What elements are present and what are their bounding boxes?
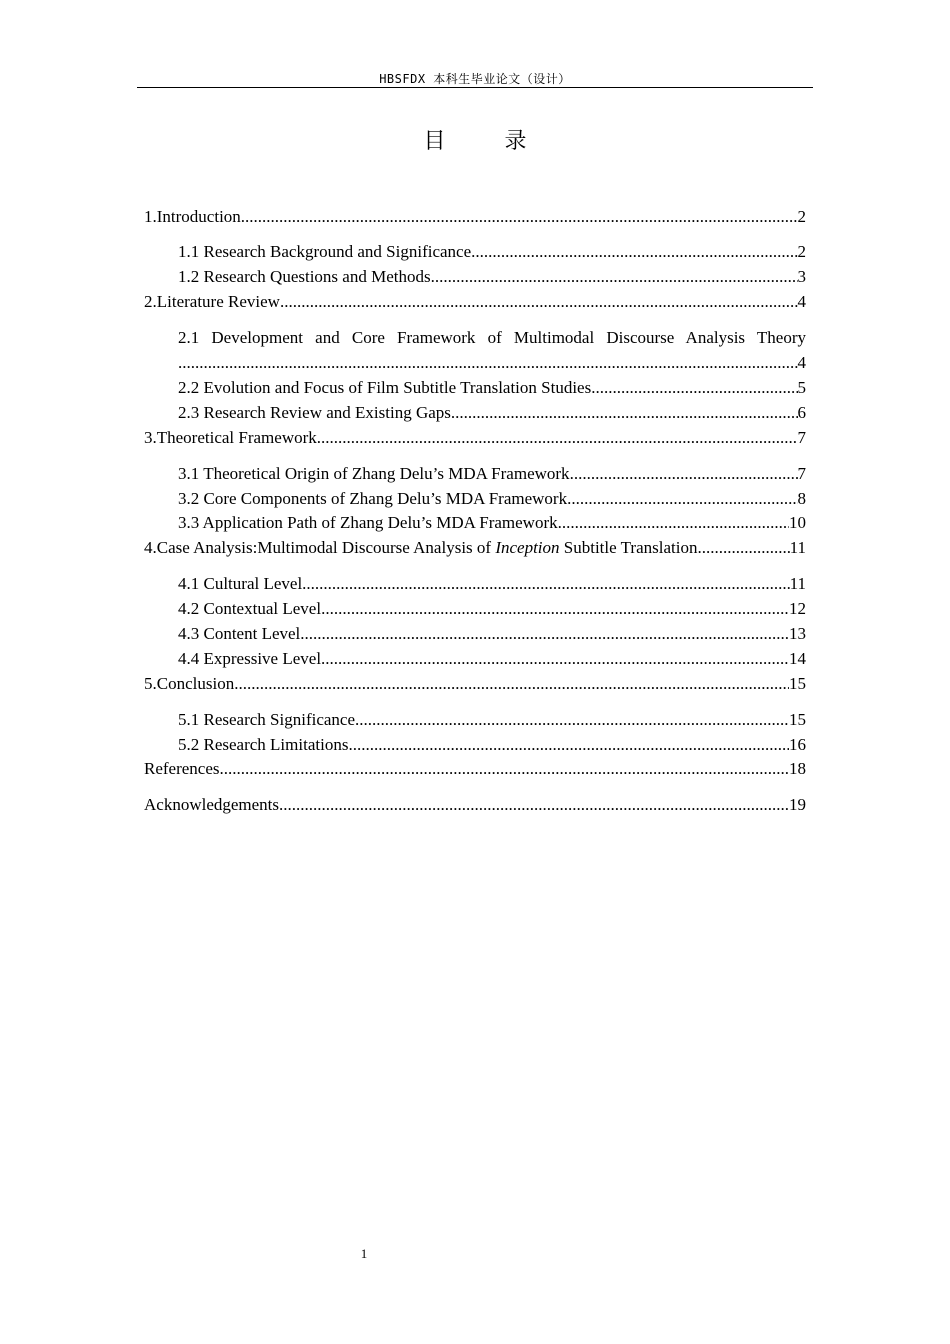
toc-leader-dots: [558, 512, 789, 534]
toc-leader-dots: [321, 598, 789, 620]
toc-entry-2-1-continuation[interactable]: [178, 352, 806, 374]
toc-entry-label: 2.1 Development and Core Framework of Multimodal Discourse Analysis Theory: [178, 328, 806, 347]
toc-leader-dots: [348, 734, 789, 756]
toc-entry-label: 4.3 Content Level: [178, 624, 301, 643]
toc-entry-introduction[interactable]: [144, 206, 806, 228]
toc-leader-dots: [300, 623, 789, 645]
toc-leader-dots: [355, 709, 789, 731]
toc-entry-label: 4.2 Contextual Level: [178, 599, 322, 618]
toc-entry-label: 3.3 Application Path of Zhang Delu’s MDA Framework: [178, 513, 558, 532]
toc-entry-page: 12: [789, 599, 806, 618]
toc-leader-dots: [279, 794, 789, 816]
running-header: HBSFDX 本科生毕业论文（设计）: [379, 72, 571, 86]
toc-leader-dots: [178, 352, 798, 374]
toc-entry-1-2[interactable]: [178, 266, 806, 288]
toc-entry-page: 13: [789, 624, 806, 643]
toc-leader-dots: [220, 758, 789, 780]
toc-entry-page: 7: [797, 464, 806, 483]
toc-entry-4-4[interactable]: [178, 648, 806, 670]
toc-entry-page: 10: [789, 513, 806, 532]
toc-entry-page: 2: [797, 207, 806, 226]
toc-entry-1-1[interactable]: [178, 241, 806, 263]
toc-entry-2-2[interactable]: [178, 377, 806, 399]
toc-entry-page: 6: [797, 403, 806, 422]
toc-entry-label: 5.Conclusion: [144, 674, 235, 693]
toc-entry-label-part: 4.Case Analysis:Multimodal Discourse Analysis of: [144, 538, 496, 557]
toc-entry-label: 3.1 Theoretical Origin of Zhang Delu’s MDA Framework: [178, 464, 570, 483]
toc-leader-dots: [567, 488, 797, 510]
toc-entry-label: 1.Introduction: [144, 207, 241, 226]
toc-leader-dots: [591, 377, 797, 399]
toc-entry-label: 1.1 Research Background and Significance: [178, 242, 472, 261]
toc-entry-page: 11: [789, 574, 806, 593]
toc-leader-dots: [234, 673, 789, 695]
toc-entry-label: 2.3 Research Review and Existing Gaps: [178, 403, 451, 422]
toc-entry-page: 11: [789, 538, 806, 557]
toc-entry-5-1[interactable]: [178, 709, 806, 731]
toc-entry-label: 3.2 Core Components of Zhang Delu’s MDA Framework: [178, 489, 568, 508]
toc-entry-3-1[interactable]: [178, 463, 806, 485]
toc-entry-literature-review[interactable]: [144, 291, 806, 313]
toc-entry-page: 3: [797, 267, 806, 286]
toc-entry-4-1[interactable]: [178, 573, 806, 595]
toc-entry-page: 5: [797, 378, 806, 397]
toc-title: 目 录: [423, 129, 553, 154]
toc-entry-page: 15: [789, 710, 806, 729]
toc-entry-conclusion[interactable]: [144, 673, 806, 695]
toc-leader-dots: [280, 291, 798, 313]
toc-entry-page: 4: [797, 292, 806, 311]
toc-entry-label: 3.Theoretical Framework: [144, 428, 317, 447]
toc-entry-references[interactable]: [144, 758, 806, 780]
toc-entry-page: 19: [789, 795, 806, 814]
toc-entry-page: 2: [797, 242, 806, 261]
toc-leader-dots: [241, 206, 798, 228]
toc-leader-dots: [697, 537, 789, 559]
toc-leader-dots: [317, 427, 798, 449]
toc-leader-dots: [321, 648, 789, 670]
toc-entry-label: [144, 537, 697, 559]
toc-entry-page: 16: [789, 735, 806, 754]
toc-entry-page: 4: [797, 353, 806, 372]
toc-entry-4-2[interactable]: [178, 598, 806, 620]
header-rule: [137, 87, 813, 88]
toc-leader-dots: [471, 241, 797, 263]
page-number: 1: [360, 1246, 368, 1261]
toc-entry-2-3[interactable]: [178, 402, 806, 424]
toc-entry-3-2[interactable]: [178, 488, 806, 510]
toc-entry-page: 7: [797, 428, 806, 447]
toc-entry-acknowledgements[interactable]: [144, 794, 806, 816]
toc-leader-dots: [431, 266, 798, 288]
toc-leader-dots: [451, 402, 798, 424]
toc-entry-2-1[interactable]: [178, 327, 806, 349]
toc-entry-page: 18: [789, 759, 806, 778]
toc-entry-theoretical-framework[interactable]: [144, 427, 806, 449]
toc-entry-5-2[interactable]: [178, 734, 806, 756]
toc-leader-dots: [570, 463, 798, 485]
toc-entry-label: 2.Literature Review: [144, 292, 280, 311]
toc-entry-label: Acknowledgements: [144, 795, 280, 814]
toc-entry-label: 2.2 Evolution and Focus of Film Subtitle Translation Studies: [178, 378, 592, 397]
toc-leader-dots: [302, 573, 789, 595]
film-title-italic: Inception: [495, 538, 560, 557]
toc-entry-4-3[interactable]: [178, 623, 806, 645]
toc-entry-page: 8: [797, 489, 806, 508]
toc-entry-label: 1.2 Research Questions and Methods: [178, 267, 431, 286]
toc-entry-3-3[interactable]: [178, 512, 806, 534]
toc-entry-label-part: Subtitle Translation: [559, 538, 698, 557]
toc-entry-page: 15: [789, 674, 806, 693]
toc-entry-case-analysis[interactable]: [144, 537, 806, 559]
toc-entry-label: 5.2 Research Limitations: [178, 735, 349, 754]
toc-entry-label: 4.1 Cultural Level: [178, 574, 303, 593]
toc-entry-label: References: [144, 759, 220, 778]
toc-entry-page: 14: [789, 649, 806, 668]
toc-entry-label: 5.1 Research Significance: [178, 710, 356, 729]
toc-entry-label: 4.4 Expressive Level: [178, 649, 322, 668]
